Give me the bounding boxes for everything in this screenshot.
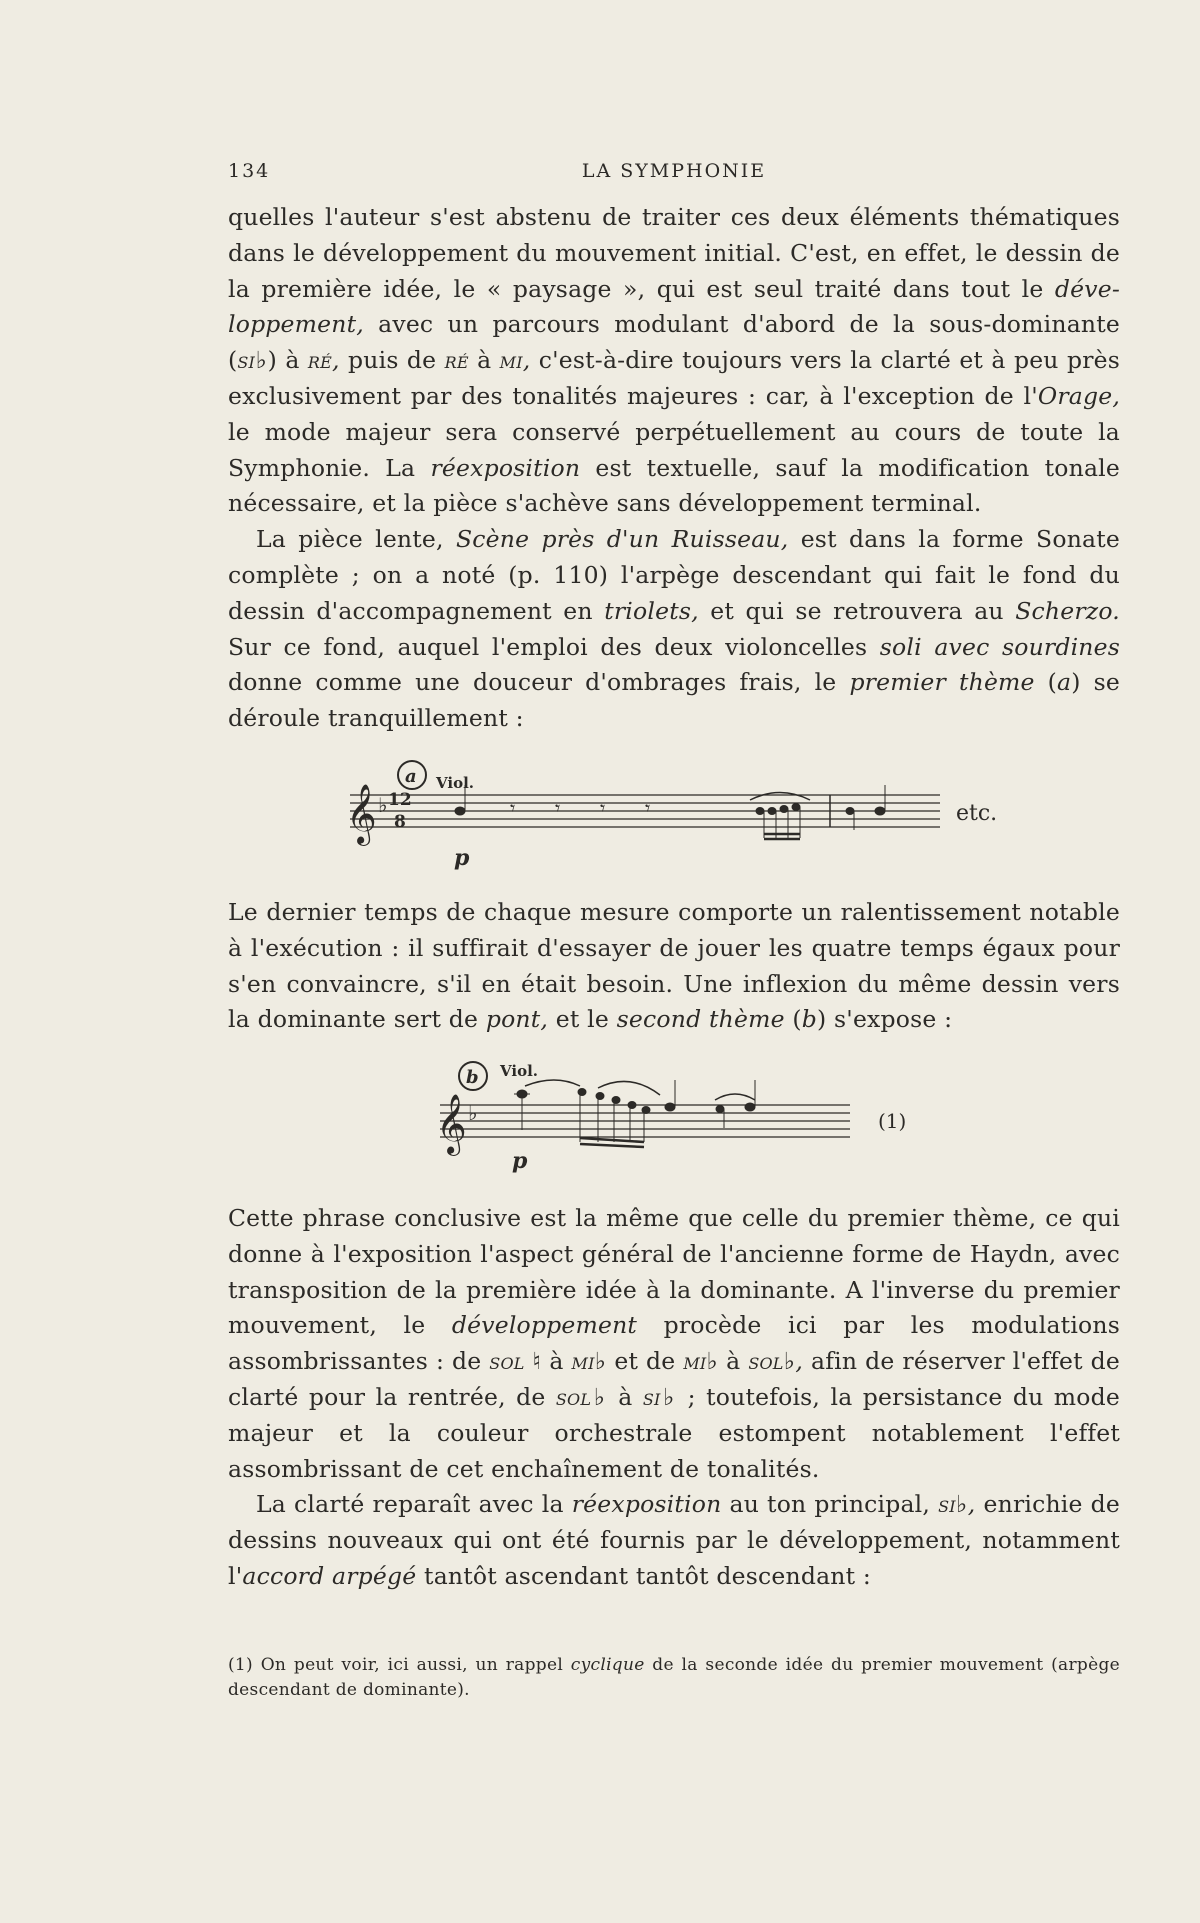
svg-text:𝄾: 𝄾 (600, 796, 606, 820)
example-label: b (466, 1067, 479, 1088)
time-signature-bottom: 8 (394, 812, 406, 832)
flat-icon: ♭ (468, 1101, 478, 1125)
running-title: LA SYMPHONIE (581, 160, 767, 182)
page-number: 134 (228, 160, 271, 182)
dynamic-marking: p (512, 1148, 528, 1174)
footnote: (1) On peut voir, ici aussi, un rappel cyclique de la seconde idée du premier mouvement (arpège descendant de dominante). (228, 1655, 1120, 1700)
instrument-label: Viol. (436, 774, 474, 792)
dynamic-marking: p (454, 845, 470, 871)
paragraph-second-theme: Le dernier temps de chaque mesure comporte un ralentissement notable à l'exécution : il suffirait d'essayer de jouer les quatre temps égaux pour s'en convaincre, s'il en était besoin. Une inflexion du même dessin vers la dominante sert de pont, et le second thème (b) s'expose : (228, 898, 1120, 1034)
slur-mark (598, 1081, 660, 1095)
svg-text:𝄾: 𝄾 (555, 796, 561, 820)
paragraph-slow-movement: La pièce lente, Scène près d'un Ruisseau, est dans la forme Sonate complète ; on a noté (p. 110) l'arpège descendant qui fait le fond du dessin d'accompagnement en triolets, et qui se retrouvera au Scherzo. Sur ce fond, auquel l'emploi des deux violoncelles soli avec sourdines donne comme une douceur d'ombrages frais, le premier thème (a) se déroule tranquillement : (228, 525, 1121, 733)
music-example-b (430, 1050, 950, 1180)
notes-and-rests (455, 785, 885, 839)
flat-icon: ♭ (378, 793, 388, 817)
example-label: a (405, 766, 417, 787)
treble-clef-icon: 𝄞 (436, 1094, 467, 1154)
time-signature-top: 12 (388, 790, 412, 810)
paragraph-reexposition: La clarté reparaît avec la réexposition au ton principal, si♭, enrichie de dessins nouveaux qui ont été fournis par le développement, notamment l'accord arpégé tantôt ascendant tantôt descendant : (228, 1490, 1120, 1590)
svg-text:𝄾: 𝄾 (510, 796, 516, 820)
music-example-a (340, 755, 1020, 875)
treble-clef-icon: 𝄞 (346, 784, 377, 844)
paragraph-conclusion: Cette phrase conclusive est la même que celle du premier thème, ce qui donne à l'exposition l'aspect général de l'ancienne forme de Haydn, avec transposition de la première idée à la dominante. A l'inverse du premier mouvement, le développement procède ici par les modulations assombrissantes : de sol ♮ à mi♭ et de mi♭ à sol♭, afin de réserver l'effet de clarté pour la rentrée, de sol♭ à si♭ ; toutefois, la persistance du mode majeur et la couleur orchestrale estompent notablement l'effet assombrissant de cet enchaînement de tonalités. La clarté reparaît avec la réexposition au ton principal, si♭, enrichie de dessins nouveaux qui ont été fournis par le développement, notamment l'accord arpégé tantôt ascendant tantôt descendant : (228, 1201, 1120, 1595)
instrument-label: Viol. (500, 1062, 538, 1080)
slur-mark (750, 793, 810, 801)
svg-text:𝄾: 𝄾 (645, 796, 651, 820)
etc-label: etc. (956, 801, 998, 826)
footnote-reference: (1) (878, 1109, 907, 1133)
paragraph-development: quelles l'auteur s'est abstenu de traiter ces deux éléments thématiques dans le développement du mouvement initial. C'est, en effet, le dessin de la première idée, le « paysage », qui est seul traité dans tout le déve-loppement, avec un parcours modulant d'abord de la sous-dominante (si♭) à ré, puis de ré à mi, c'est-à-dire toujours vers la clarté et à peu près exclusivement par des tonalités majeures : car, à l'exception de l'Orage, le mode majeur sera conservé perpétuellement au cours de toute la Symphonie. La réexposition est textuelle, sauf la modification tonale nécessaire, et la pièce s'achève sans développement terminal. La pièce lente, Scène près d'un Ruisseau, est dans la forme Sonate complète ; on a noté (p. 110) l'arpège descendant qui fait le fond du dessin d'accompagnement en triolets, et qui se retrouvera au Scherzo. Sur ce fond, auquel l'emploi des deux violoncelles soli avec sourdines donne comme une douceur d'ombrages frais, le premier thème (a) se déroule tranquillement : (228, 200, 1120, 737)
slur-mark (525, 1080, 580, 1086)
slur-mark (715, 1094, 755, 1100)
